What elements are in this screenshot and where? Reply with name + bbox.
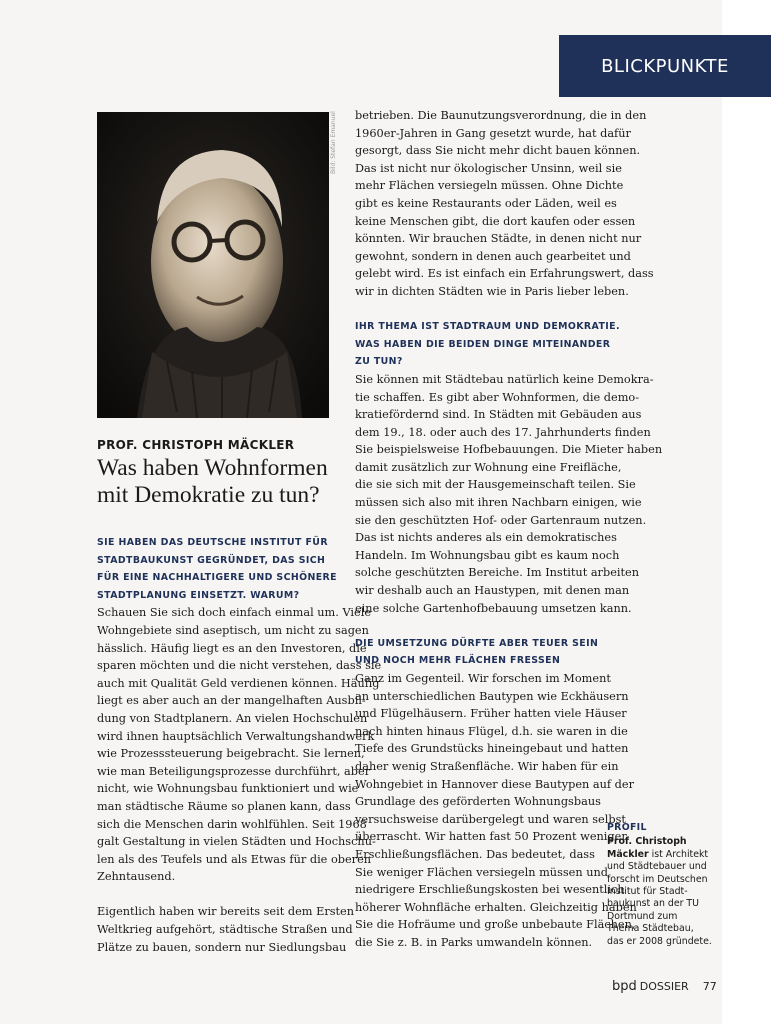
body-text-line: gesorgt, dass Sie nicht mehr dicht bauen können.: [355, 144, 641, 158]
body-text-line: Sie beispielsweise Hofbebauungen. Die Mieter haben: [355, 443, 663, 457]
body-text-line: höherer Wohnfläche erhalten. Gleichzeitig haben: [355, 900, 637, 914]
profile-text-segment: baukunst an der TU: [607, 898, 700, 910]
headline-line: Was haben Wohnformen: [97, 455, 328, 481]
body-text-line: dung von Stadtplanern. An vielen Hochschulen: [97, 711, 368, 725]
body-text-line: Weltkrieg aufgehört, städtische Straßen und: [97, 923, 353, 937]
body-text-line: Ganz im Gegenteil. Wir forschen im Moment: [355, 672, 611, 685]
body-text-line: Das ist nicht nur ökologischer Unsinn, weil sie: [355, 161, 622, 175]
body-text-line: tie schaffen. Es gibt aber Wohnformen, die demo-: [355, 390, 640, 404]
body-text-line: wie Prozesssteuerung beigebracht. Sie lernen,: [97, 747, 365, 761]
body-text-line: solche geschützten Bereiche. Im Institut arbeiten: [355, 566, 639, 580]
body-text-line: überrascht. Wir hatten fast 50 Prozent weniger: [355, 830, 627, 844]
body-text-line: 1960er-Jahren in Gang gesetzt wurde, hat dafür: [355, 126, 631, 140]
body-text-line: daher wenig Straßenfläche. Wir haben für ein: [355, 759, 619, 773]
body-text-line: sie den geschützten Hof- oder Gartenraum nutzen.: [355, 513, 647, 527]
body-text-line: Handeln. Im Wohnungsbau gibt es kaum noch: [355, 548, 620, 562]
profile-line: [607, 836, 719, 848]
body-text-line: betrieben. Die Baunutzungsverordnung, die in den: [355, 109, 647, 122]
body-text-line: wir deshalb auch an Haustypen, mit denen man: [355, 584, 630, 598]
body-text-line: keine Menschen gibt, die dort kaufen oder essen: [355, 214, 636, 228]
body-text-line: nicht, wie Wohnungsbau funktioniert und wie: [97, 782, 359, 796]
body-text-line: Das ist nichts anderes als ein demokratisches: [355, 531, 617, 545]
footer-publication: DOSSIER: [639, 979, 689, 993]
profile-text-segment: und Städtebauer und: [607, 861, 707, 873]
headline: [97, 455, 347, 509]
body-text-line: Wohngebiete sind aseptisch, um nicht zu sagen: [97, 623, 369, 637]
body-text-line: Schauen Sie sich doch einfach einmal um. Viele: [97, 606, 371, 620]
headline-line: mit Demokratie zu tun?: [97, 482, 320, 508]
paragraph-gap: [355, 301, 610, 319]
body-text-line: wird ihnen hauptsächlich Verwaltungshandwerk: [97, 729, 375, 743]
body-text-line: Sie die Hofräume und große unbebaute Flächen,: [355, 918, 636, 932]
body-text-line: wie man Beteiligungsprozesse durchführt, aber: [97, 764, 371, 778]
paragraph-gap: [97, 886, 347, 904]
body-text-line: liegt es aber auch an der mangelhaften Ausbil-: [97, 694, 366, 708]
profile-text-segment: das er 2008 gründete.: [607, 935, 712, 947]
body-text-line: auch mit Qualität Geld verdienen können. Häufig: [97, 676, 380, 690]
footer-brand: bpd: [612, 978, 637, 994]
interview-question-line: IHR THEMA IST STADTRAUM UND DEMOKRATIE.: [355, 321, 620, 333]
body-text-line: Grundlage des geförderten Wohnungsbaus: [355, 795, 601, 809]
body-text-line: damit zusätzlich zur Wohnung eine Freifläche,: [355, 460, 622, 474]
body-text-line: wir in dichten Städten wie in Paris lieber leben.: [355, 284, 629, 298]
page-number: 77: [702, 979, 717, 993]
profile-line: [607, 923, 719, 935]
paragraph-gap: [355, 617, 610, 635]
interview-question-line: STADTPLANUNG EINSETZT. WARUM?: [97, 589, 300, 601]
body-text-line: hässlich. Häufig liegt es an den Investoren, die: [97, 641, 367, 655]
profile-text-segment: Dortmund zum: [607, 910, 678, 922]
profile-text-segment: ist Architekt: [648, 848, 709, 860]
left-column: [97, 534, 382, 956]
interview-question-line: STADTBAUKUNST GEGRÜNDET, DAS SICH: [97, 554, 326, 566]
interview-question-line: UND NOCH MEHR FLÄCHEN FRESSEN: [355, 655, 561, 667]
profile-text: [607, 836, 719, 948]
profile-text-segment: Thema Städtebau,: [607, 923, 694, 935]
body-text-line: kratiefördernd sind. In Städten mit Gebäuden aus: [355, 408, 642, 422]
body-text-line: die Sie z. B. in Parks umwandeln können.: [355, 935, 593, 949]
body-text-line: Plätze zu bauen, sondern nur Siedlungsbau: [97, 940, 347, 954]
profile-line: [607, 911, 719, 923]
profile-line: [607, 861, 719, 873]
portrait-photo: [97, 112, 329, 418]
body-text-line: Erschließungsflächen. Das bedeutet, dass: [355, 847, 595, 861]
profile-line: [607, 936, 719, 948]
interview-question-line: SIE HABEN DAS DEUTSCHE INSTITUT FÜR: [97, 537, 328, 548]
body-text-line: an unterschiedlichen Bautypen wie Eckhäusern: [355, 689, 629, 703]
body-text-line: müssen sich also mit ihren Nachbarn einigen, wie: [355, 496, 642, 510]
profile-text-segment: forscht im Deutschen: [607, 873, 708, 885]
body-text-line: niedrigere Erschließungskosten bei wesentlich: [355, 883, 625, 897]
body-text-line: eine solche Gartenhofbebauung umsetzen kann.: [355, 601, 632, 615]
body-text-line: Sie weniger Flächen versiegeln müssen und: [355, 865, 608, 879]
body-text-line: Wohngebiet in Hannover diese Bautypen auf der: [355, 777, 634, 791]
body-text-line: sich die Menschen darin wohlfühlen. Seit 1968: [97, 817, 367, 831]
profile-line: [607, 849, 719, 861]
interview-question-line: ZU TUN?: [355, 356, 403, 368]
body-text-line: galt Gestaltung in vielen Städten und Hochschu-: [97, 835, 376, 849]
profile-box: [607, 822, 719, 948]
section-tab: BLICKPUNKTE: [559, 35, 771, 97]
interviewee-name: PROF. CHRISTOPH MÄCKLER: [97, 438, 295, 452]
body-text-line: könnten. Wir brauchen Städte, in denen nicht nur: [355, 232, 642, 246]
interview-question-line: WAS HABEN DIE BEIDEN DINGE MITEINANDER: [355, 338, 611, 350]
interview-question-line: FÜR EINE NACHHALTIGERE UND SCHÖNERE: [97, 572, 337, 584]
body-text-line: versuchsweise darübergelegt und waren selbst: [355, 812, 626, 826]
body-text-line: Zehntausend.: [97, 870, 176, 884]
profile-name: Mäckler: [607, 848, 649, 860]
body-text-line: Sie können mit Städtebau natürlich keine Demokra-: [355, 372, 654, 386]
body-text-line: Eigentlich haben wir bereits seit dem Ersten: [97, 905, 355, 919]
body-text-line: man städtische Räume so planen kann, dass: [97, 799, 351, 813]
interview-question-line: DIE UMSETZUNG DÜRFTE ABER TEUER SEIN: [355, 637, 599, 649]
profile-line: [607, 874, 719, 886]
body-text-line: nach hinten hinaus Flügel, d.h. sie waren in die: [355, 724, 628, 738]
body-text-line: gelebt wird. Es ist einfach ein Erfahrungswert, dass: [355, 267, 654, 281]
body-text-line: sparen möchten und die nicht verstehen, dass sie: [97, 659, 382, 673]
profile-name: Prof. Christoph: [607, 836, 687, 848]
profile-line: [607, 898, 719, 910]
page-footer: [612, 978, 717, 994]
body-text-line: Tiefe des Grundstücks hineingebaut und hatten: [355, 742, 629, 756]
profile-label: PROFIL: [607, 822, 647, 833]
body-text-line: die sie sich mit der Hausgemeinschaft teilen. Sie: [355, 478, 636, 492]
profile-line: [607, 886, 719, 898]
body-text-line: und Flügelhäusern. Früher hatten viele Häuser: [355, 707, 627, 721]
body-text-line: len als des Teufels und als Etwas für die oberen: [97, 852, 372, 866]
photo-credit: Bild: Stefan Emanuel: [330, 111, 337, 174]
profile-text-segment: Institut für Stadt-: [607, 886, 688, 898]
body-text-line: mehr Flächen versiegeln müssen. Ohne Dichte: [355, 179, 624, 193]
body-text-line: dem 19., 18. oder auch des 17. Jahrhunderts finden: [355, 425, 651, 439]
body-text-line: gewohnt, sondern in denen auch gearbeitet und: [355, 249, 631, 263]
body-text-line: gibt es keine Restaurants oder Läden, weil es: [355, 196, 617, 210]
